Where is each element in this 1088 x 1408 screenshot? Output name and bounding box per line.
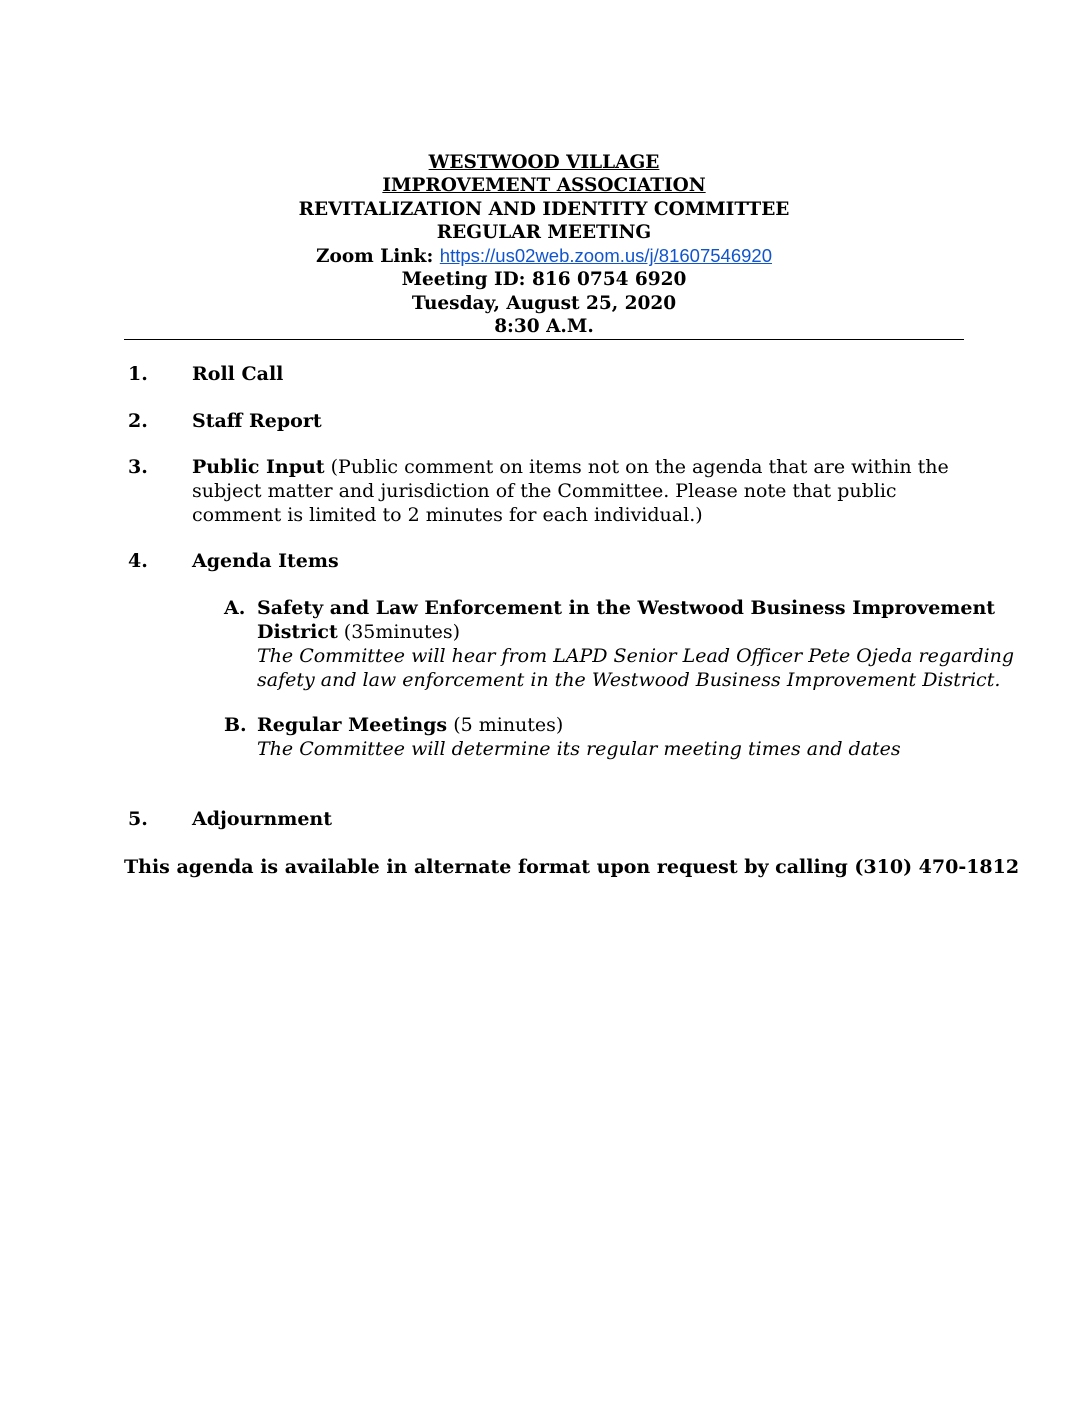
accessibility-note: This agenda is available in alternate format upon request by calling (310) 470-1812: [124, 856, 1020, 878]
sub-item-desc: The Committee will determine its regular meeting times and dates: [257, 738, 901, 760]
sub-item-title-line2: District: [257, 621, 338, 643]
header-divider: [124, 339, 964, 340]
item-number: 3.: [128, 456, 148, 478]
item-number: 4.: [128, 550, 148, 572]
sub-item-letter: A.: [224, 597, 246, 619]
zoom-label: Zoom Link:: [315, 246, 434, 268]
item-title: Adjournment: [192, 808, 332, 830]
sub-item-body: [257, 596, 1015, 692]
sub-item-body: [257, 713, 967, 761]
org-name-line1: WESTWOOD VILLAGE: [428, 152, 660, 173]
item-title: Agenda Items: [192, 550, 339, 572]
agenda-header: [124, 151, 964, 338]
item-title: Public Input: [192, 456, 325, 478]
item-number: 5.: [128, 808, 148, 830]
item-title: Staff Report: [192, 410, 322, 432]
meeting-date: Tuesday, August 25, 2020: [411, 292, 677, 314]
sub-item-desc-line2: safety and law enforcement in the Westwood Business Improvement District.: [257, 669, 1001, 691]
item-desc-line2: subject matter and jurisdiction of the Committee. Please note that public: [192, 480, 897, 502]
item-desc-line3: comment is limited to 2 minutes for each individual.): [192, 504, 703, 526]
sub-item-duration: (5 minutes): [453, 714, 564, 736]
meeting-type: REGULAR MEETING: [436, 221, 652, 243]
sub-item-letter: B.: [224, 714, 247, 736]
meeting-time: 8:30 A.M.: [494, 316, 594, 338]
item-body: [192, 455, 962, 527]
zoom-line: [124, 244, 964, 268]
committee-name: REVITALIZATION AND IDENTITY COMMITTEE: [298, 198, 790, 220]
sub-item-duration: (35minutes): [343, 621, 460, 643]
meeting-id: Meeting ID: 816 0754 6920: [401, 269, 687, 291]
sub-item-desc-line1: The Committee will hear from LAPD Senior Lead Officer Pete Ojeda regarding: [257, 645, 1015, 667]
item-title: Roll Call: [192, 363, 284, 385]
sub-item-title: Regular Meetings: [257, 714, 448, 736]
item-number: 2.: [128, 410, 148, 432]
org-name-line2: IMPROVEMENT ASSOCIATION: [382, 175, 706, 197]
item-number: 1.: [128, 363, 148, 385]
zoom-link[interactable]: https://us02web.zoom.us/j/81607546920: [439, 245, 772, 267]
sub-item-title-line1: Safety and Law Enforcement in the Westwood Business Improvement: [257, 597, 996, 619]
item-desc-line1: (Public comment on items not on the agenda that are within the: [330, 456, 949, 478]
